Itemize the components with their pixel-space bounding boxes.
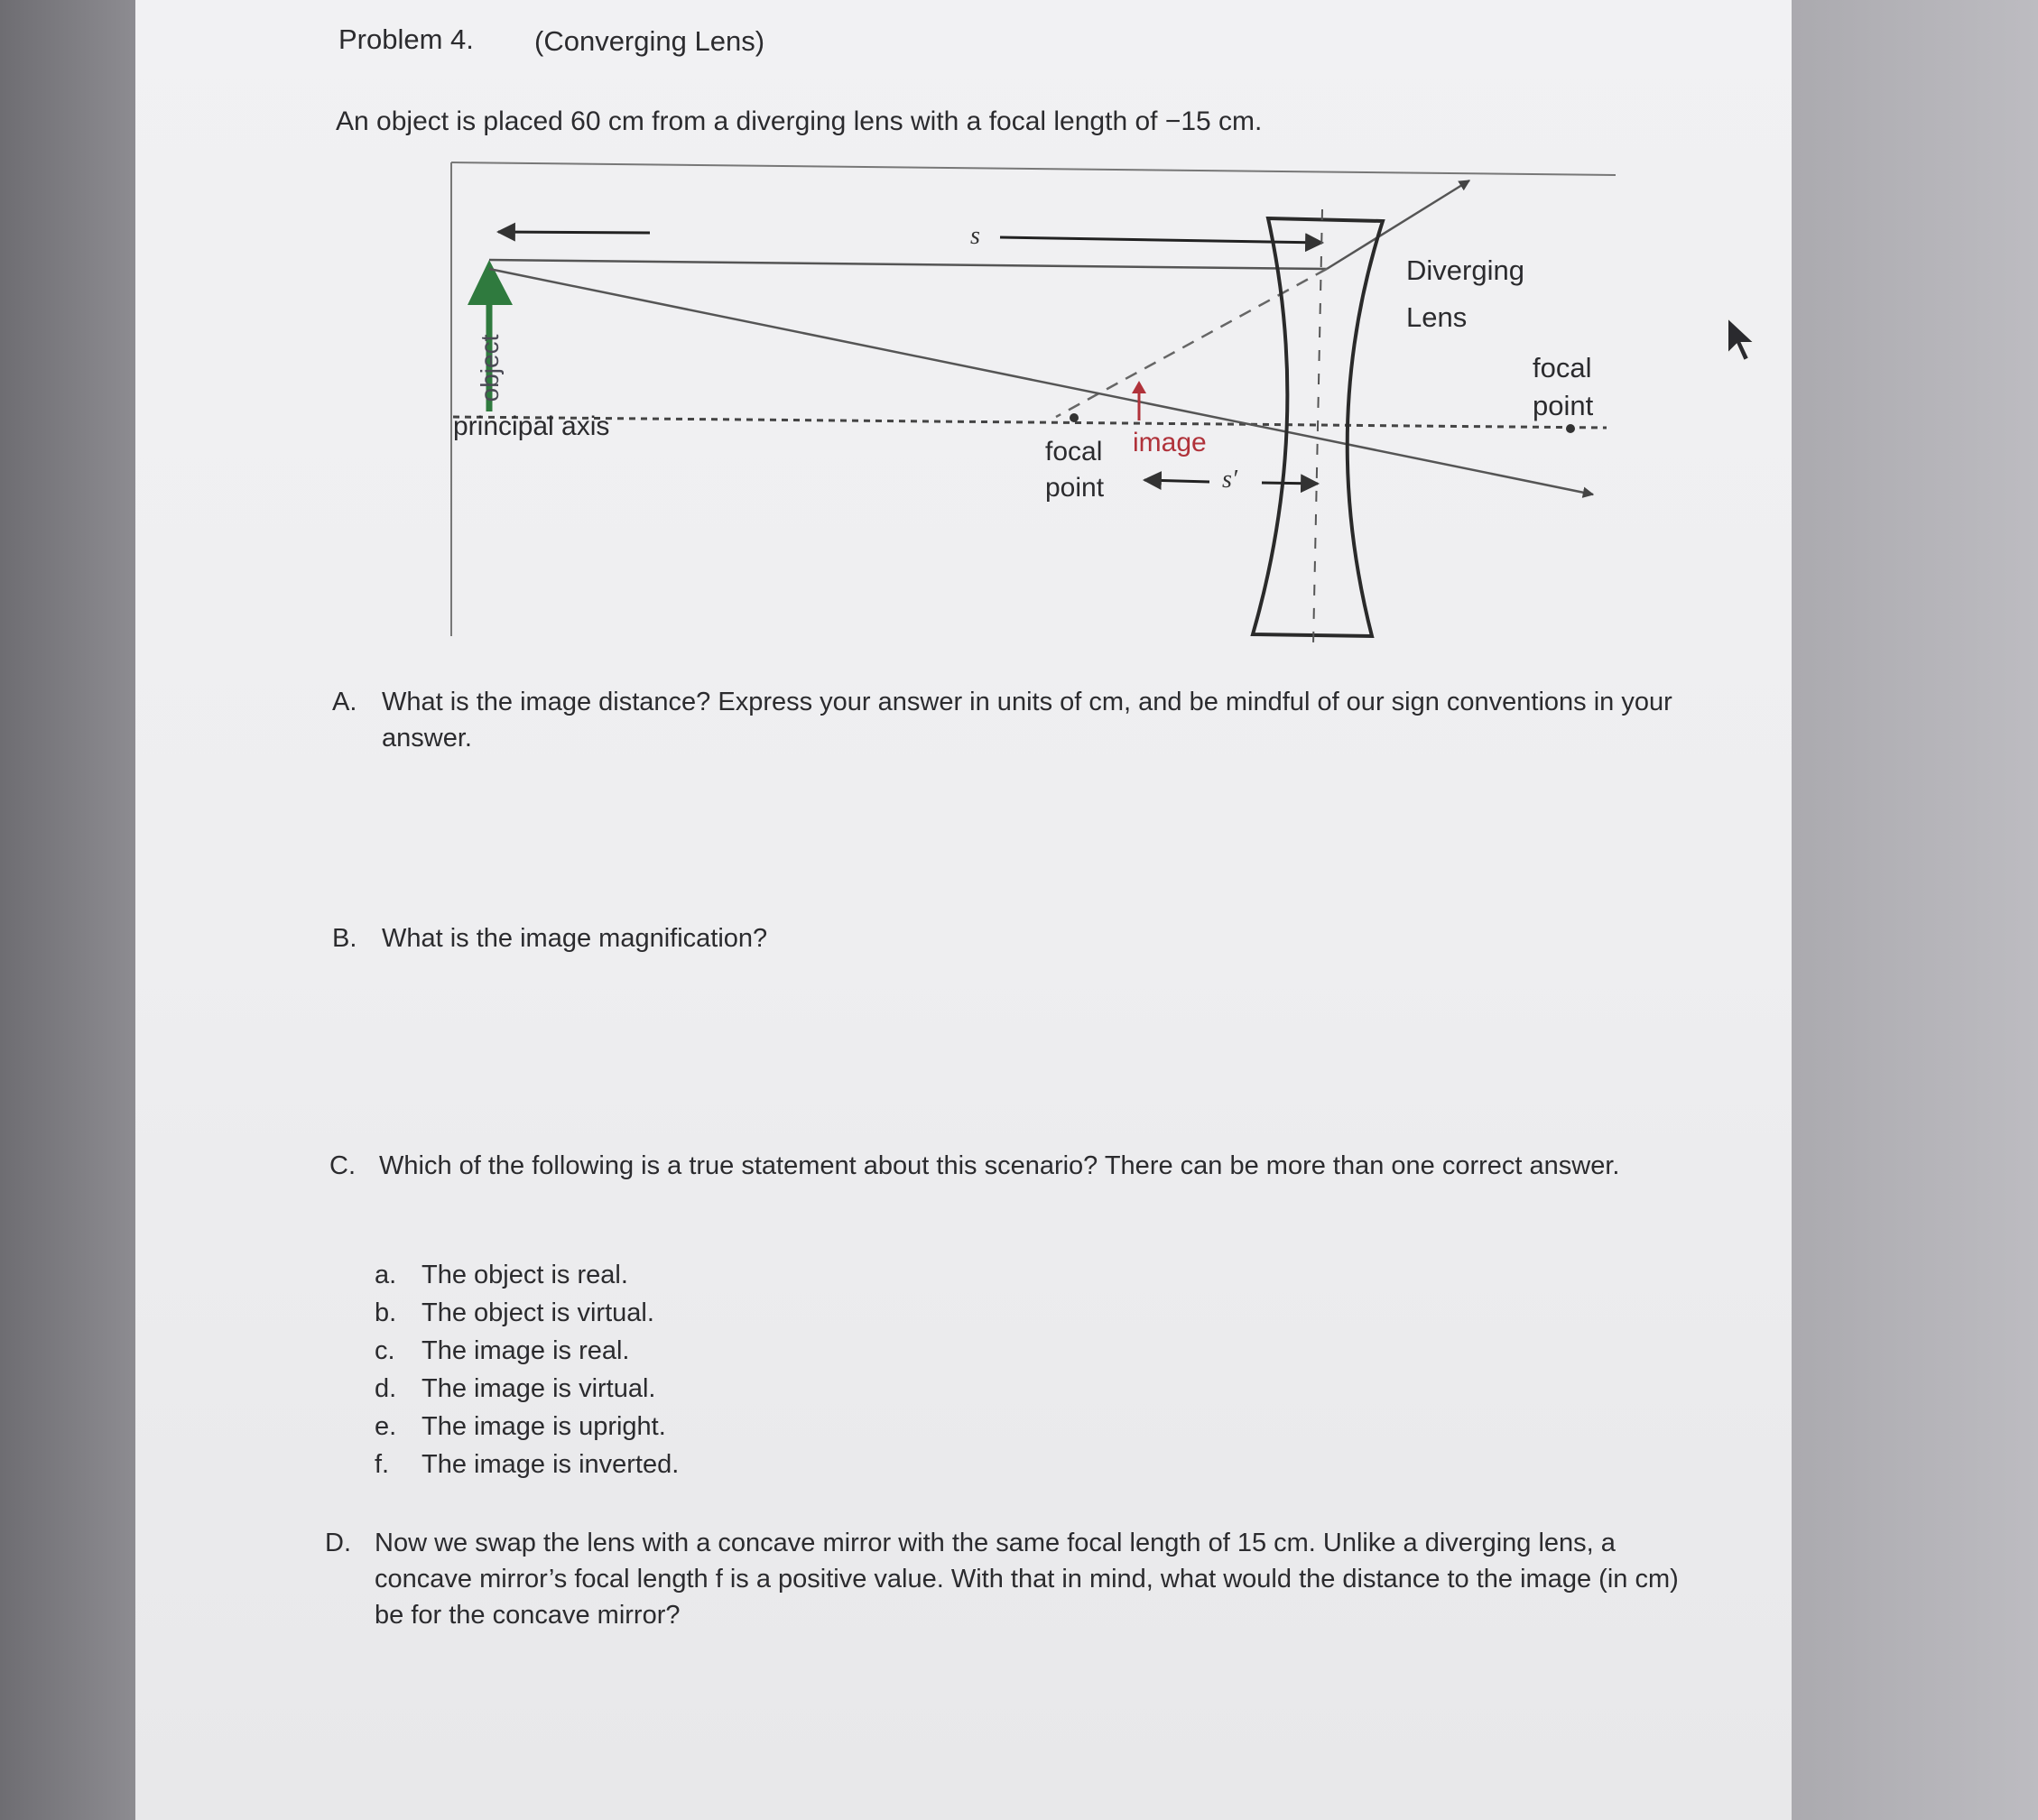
principal-axis-line xyxy=(453,417,1607,428)
worksheet-page xyxy=(135,0,1792,1820)
diagram-top-border xyxy=(451,162,1616,175)
option-a-text: The object is real. xyxy=(421,1261,628,1289)
desk-background-right xyxy=(1767,0,2038,1820)
s-prime-arrow-left xyxy=(1144,480,1209,482)
question-a xyxy=(332,684,1713,756)
desk-background-left xyxy=(0,0,144,1820)
option-f[interactable] xyxy=(375,1450,679,1480)
option-d-text: The image is virtual. xyxy=(421,1374,656,1403)
s-prime-label: s′ xyxy=(1222,466,1238,494)
option-c-text: The image is real. xyxy=(421,1336,630,1365)
question-a-letter: A. xyxy=(332,688,357,716)
question-b xyxy=(332,920,1713,956)
option-e-letter: e. xyxy=(375,1412,397,1441)
option-c[interactable] xyxy=(375,1336,630,1366)
s-label: s xyxy=(970,222,980,250)
object-label: object xyxy=(476,334,504,402)
s-prime-arrow-right xyxy=(1262,483,1318,484)
question-d-letter: D. xyxy=(325,1529,351,1557)
option-f-letter: f. xyxy=(375,1450,390,1479)
option-d[interactable] xyxy=(375,1374,656,1404)
left-focal-label-line1: focal xyxy=(1045,437,1103,467)
ray-parallel xyxy=(489,260,1327,269)
lens-label-line1: Diverging xyxy=(1406,254,1524,286)
question-b-letter: B. xyxy=(332,924,357,953)
right-focal-label-line1: focal xyxy=(1533,352,1592,383)
lens-label-line2: Lens xyxy=(1406,301,1468,333)
right-focal-point-dot xyxy=(1566,424,1575,433)
question-c-letter: C. xyxy=(329,1151,356,1180)
problem-intro: An object is placed 60 cm from a diverging lens with a focal length of −15 cm. xyxy=(336,106,1263,136)
left-focal-label-line2: point xyxy=(1045,473,1105,503)
problem-number: Problem 4. xyxy=(338,23,474,55)
option-f-text: The image is inverted. xyxy=(421,1450,680,1479)
option-a-letter: a. xyxy=(375,1261,397,1289)
mouse-pointer-icon xyxy=(1724,316,1760,366)
option-e-text: The image is upright. xyxy=(421,1412,666,1441)
option-a[interactable] xyxy=(375,1261,628,1290)
question-a-text: What is the image distance? Express your answer in units of cm, and be mindful of our sign conventions in your answer. xyxy=(382,688,1672,753)
diverging-lens-diagram xyxy=(433,153,1625,659)
question-c-text: Which of the following is a true statement about this scenario? There can be more than one correct answer. xyxy=(379,1151,1620,1180)
question-c xyxy=(329,1148,1710,1184)
left-focal-point-dot xyxy=(1070,413,1079,422)
option-b[interactable] xyxy=(375,1298,654,1328)
option-e[interactable] xyxy=(375,1412,666,1442)
problem-subtitle: (Converging Lens) xyxy=(534,25,765,57)
image-label: image xyxy=(1133,428,1207,457)
question-d-text: Now we swap the lens with a concave mirror with the same focal length of 15 cm. Unlike a diverging lens, a concave mirror’s focal length f is a positive value. With that in mind, what would the distance to the image (in cm) be for the concave mirror? xyxy=(375,1529,1679,1630)
option-d-letter: d. xyxy=(375,1374,397,1403)
option-b-letter: b. xyxy=(375,1298,397,1327)
question-b-text: What is the image magnification? xyxy=(382,924,768,953)
right-focal-label-line2: point xyxy=(1533,390,1594,421)
question-d xyxy=(325,1525,1706,1633)
option-b-text: The object is virtual. xyxy=(421,1298,654,1327)
s-arrow-left xyxy=(498,232,650,233)
option-c-letter: c. xyxy=(375,1336,395,1365)
principal-axis-label: principal axis xyxy=(453,411,610,441)
